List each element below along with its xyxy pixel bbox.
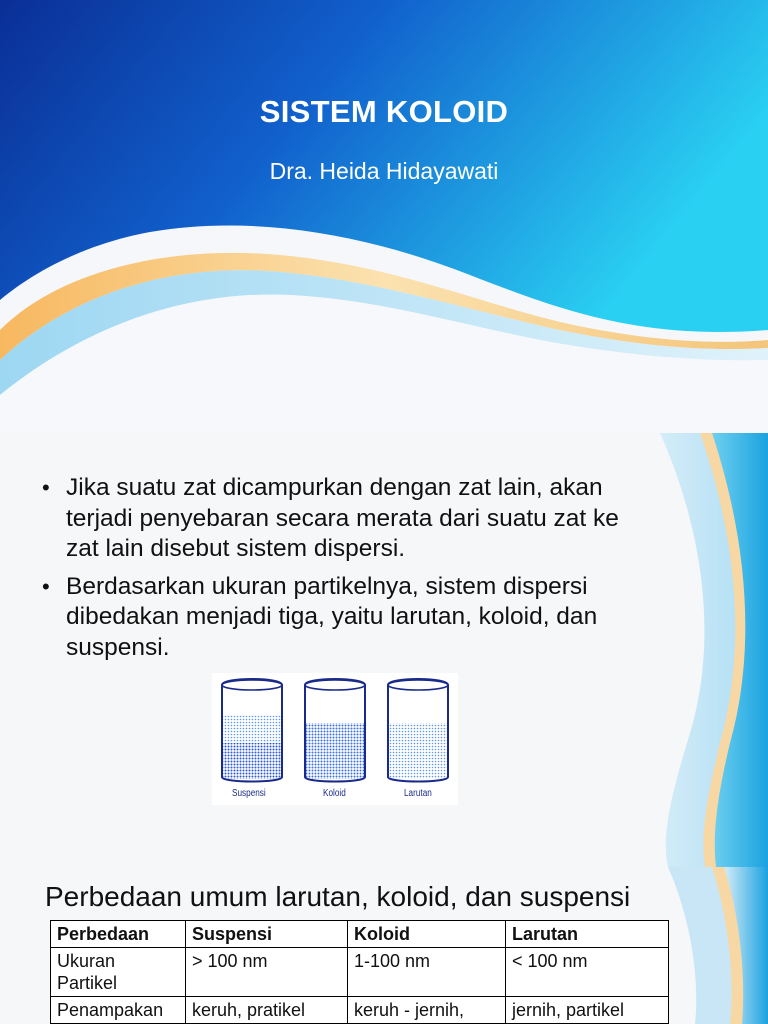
beakers-figure (212, 673, 458, 805)
comparison-slide (0, 867, 768, 1024)
label-koloid: Koloid (323, 788, 346, 799)
bullet-list (30, 473, 650, 670)
content-slide-dispersion (0, 433, 768, 867)
bullet-item (30, 572, 650, 664)
presentation-title: SISTEM KOLOID (259, 94, 509, 129)
table-cell: < 100 nm (506, 948, 669, 997)
label-suspensi: Suspensi (232, 788, 266, 799)
header-cell: Larutan (506, 921, 669, 948)
table-row (51, 997, 669, 1024)
header-cell: Koloid (348, 921, 506, 948)
table-cell: Ukuran Partikel (51, 948, 186, 997)
beakers-illustration (212, 673, 458, 805)
bullet-item (30, 473, 650, 565)
table-cell: keruh, pratikel (186, 997, 348, 1024)
table-row (51, 948, 669, 997)
comparison-table (50, 920, 669, 1024)
table-cell: jernih, partikel (506, 997, 669, 1024)
bullet-marker: • (42, 573, 50, 599)
table-cell: 1-100 nm (348, 948, 506, 997)
presentation-author: Dra. Heida Hidayawati (269, 158, 499, 184)
header-cell: Suspensi (186, 921, 348, 948)
table-cell: Penampakan (51, 997, 186, 1024)
bullet-text: Berdasarkan ukuran partikelnya, sistem dispersi dibedakan menjadi tiga, yaitu larutan, koloid, dan suspensi. (66, 572, 598, 661)
beaker-larutan (388, 679, 448, 782)
bullet-text: Jika suatu zat dicampurkan dengan zat lain, akan terjadi penyebaran secara merata dari suatu zat ke zat lain disebut sistem dispersi. (66, 474, 619, 562)
label-larutan: Larutan (404, 788, 432, 799)
comparison-title: Perbedaan umum larutan, koloid, dan suspensi (45, 881, 631, 912)
table-cell: keruh - jernih, (348, 997, 506, 1024)
table-header-row (51, 921, 669, 948)
header-cell: Perbedaan (51, 921, 186, 948)
beaker-koloid (305, 679, 365, 782)
table-cell: > 100 nm (186, 948, 348, 997)
beaker-suspensi (222, 679, 282, 782)
title-slide-background (0, 0, 768, 433)
bullet-marker: • (42, 475, 50, 500)
title-slide (0, 0, 768, 433)
